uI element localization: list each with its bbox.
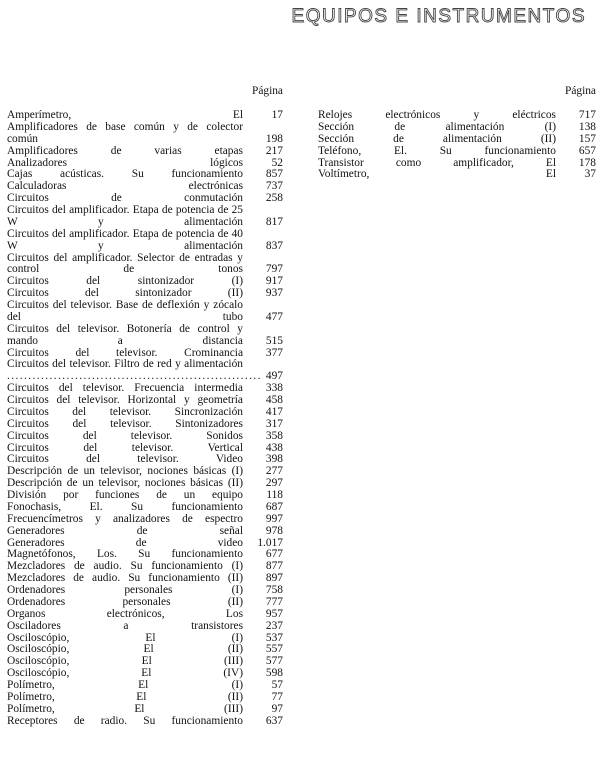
page-column-heading: Página: [564, 85, 596, 97]
entry-title: Relojes electrónicos y eléctricos .....: [318, 110, 596, 122]
index-entry: [7, 716, 283, 728]
entry-title: Frecuencímetros y analizadores de espectro .....: [7, 514, 283, 526]
index-entry: [7, 597, 283, 609]
entry-title: Sección de alimentación (II) .....: [318, 134, 596, 146]
entry-page-number: 277: [262, 466, 283, 478]
entry-page-number: 737: [262, 181, 283, 193]
entry-page-number: 758: [262, 585, 283, 597]
index-entry: [7, 668, 283, 680]
index-entry: [318, 110, 596, 122]
entry-page-number: 157: [575, 134, 596, 146]
entry-title: Calculadoras electrónicas .....: [7, 181, 283, 193]
index-entry: [7, 609, 283, 621]
entry-page-number: 377: [262, 348, 283, 360]
entry-page-number: 178: [575, 158, 596, 170]
entry-page-number: 817: [262, 217, 283, 229]
entry-title: Mezcladores de audio. Su funcionamiento (II) .....: [7, 573, 283, 585]
entry-title: Transistor como amplificador, El .....: [318, 158, 596, 170]
index-entry: [7, 158, 283, 170]
entry-page-number: 657: [575, 146, 596, 158]
entry-page-number: 797: [262, 264, 283, 276]
entry-page-number: 937: [262, 288, 283, 300]
entry-page-number: 297: [262, 478, 283, 490]
entry-page-number: 398: [262, 454, 283, 466]
index-entry: [7, 478, 283, 490]
index-entry: [7, 454, 283, 466]
entry-title: Generadores de video .....: [7, 538, 283, 550]
entry-page-number: 417: [262, 407, 283, 419]
index-entry: [7, 644, 283, 656]
index-column-left: [7, 84, 283, 728]
index-entry: [7, 300, 283, 324]
entry-title: Circuitos del televisor. Sintonizadores .....: [7, 419, 283, 431]
entry-title: Amplificadores de base común y de colector común .....: [7, 122, 283, 146]
entry-page-number: 957: [262, 609, 283, 621]
index-entry: [7, 122, 283, 146]
entry-page-number: 118: [262, 490, 283, 502]
entry-title: Osciloscópio, El (IV) .....: [7, 668, 283, 680]
entry-title: Circuitos del televisor. Video .....: [7, 454, 283, 466]
entry-page-number: 598: [262, 668, 283, 680]
index-entry: [7, 324, 283, 348]
index-entry: [7, 466, 283, 478]
entry-page-number: 138: [575, 122, 596, 134]
entry-title: Osciloscópio, El (III) .....: [7, 656, 283, 668]
entry-title: Circuitos del televisor. Base de deflexión y zócalo del tubo .....: [7, 300, 283, 324]
page-column-heading: Página: [251, 85, 283, 97]
entry-page-number: 1.017: [253, 538, 283, 550]
entry-page-number: 198: [262, 134, 283, 146]
entry-page-number: 477: [262, 312, 283, 324]
index-entry: [7, 181, 283, 193]
entry-page-number: 777: [262, 597, 283, 609]
index-entry: [7, 443, 283, 455]
entry-title: Osciladores a transistores .....: [7, 621, 283, 633]
entry-title: Circuitos de conmutación .....: [7, 193, 283, 205]
entry-page-number: 917: [262, 276, 283, 288]
entry-page-number: 217: [262, 146, 283, 158]
section-title: EQUIPOS E INSTRUMENTOS: [291, 6, 586, 27]
entry-title: Circuitos del televisor. Filtro de red y alimentación .....: [7, 359, 283, 382]
entry-title: Polímetro, El (II) .....: [7, 692, 283, 704]
index-entry: [7, 704, 283, 716]
entry-page-number: 17: [268, 110, 283, 122]
entry-page-number: 37: [581, 169, 596, 181]
entry-page-number: 997: [262, 514, 283, 526]
entry-title: Circuitos del televisor. Frecuencia intermedia .....: [7, 383, 283, 395]
entry-title: Circuitos del televisor. Sincronización .....: [7, 407, 283, 419]
entry-title: Amperímetro, El .....: [7, 110, 283, 122]
entry-page-number: 978: [262, 526, 283, 538]
index-list: [318, 110, 596, 181]
index-entry: [7, 169, 283, 181]
entry-title: Circuitos del sintonizador (II) .....: [7, 288, 283, 300]
entry-page-number: 677: [262, 549, 283, 561]
entry-title: Circuitos del televisor. Vertical .....: [7, 443, 283, 455]
entry-title: Amplificadores de varias etapas .....: [7, 146, 283, 158]
entry-page-number: 877: [262, 561, 283, 573]
entry-title: Osciloscópio, El (I) .....: [7, 633, 283, 645]
index-entry: [7, 633, 283, 645]
index-entry: [7, 407, 283, 419]
index-entry: [7, 253, 283, 277]
index-entry: [7, 514, 283, 526]
entry-page-number: 438: [262, 443, 283, 455]
entry-page-number: 537: [262, 633, 283, 645]
index-entry: [7, 621, 283, 633]
index-entry: [7, 692, 283, 704]
entry-title: Teléfono, El. Su funcionamiento .....: [318, 146, 596, 158]
entry-page-number: 237: [262, 621, 283, 633]
entry-page-number: 717: [575, 110, 596, 122]
entry-title: Polímetro, El (III) .....: [7, 704, 283, 716]
index-entry: [7, 538, 283, 550]
index-entry: [7, 490, 283, 502]
entry-title: Mezcladores de audio. Su funcionamiento (I) .....: [7, 561, 283, 573]
entry-title: Circuitos del televisor. Horizontal y geometría .....: [7, 395, 283, 407]
entry-title: Generadores de señal .....: [7, 526, 283, 538]
entry-page-number: 52: [268, 158, 283, 170]
index-entry: [7, 146, 283, 158]
index-entry: [7, 288, 283, 300]
entry-title: Ordenadores personales (II) .....: [7, 597, 283, 609]
entry-title: Osciloscópio, El (II) .....: [7, 644, 283, 656]
entry-title: Polímetro, El (I) .....: [7, 680, 283, 692]
entry-page-number: 837: [262, 241, 283, 253]
index-entry: [7, 526, 283, 538]
index-entry: [7, 431, 283, 443]
index-entry: [7, 549, 283, 561]
entry-page-number: 358: [262, 431, 283, 443]
entry-title: Circuitos del televisor. Crominancia .....: [7, 348, 283, 360]
entry-title: Circuitos del amplificador. Etapa de potencia de 25 W y alimentación .....: [7, 205, 283, 229]
index-entry: [318, 158, 596, 170]
index-entry: [7, 110, 283, 122]
index-entry: [7, 561, 283, 573]
index-entry: [7, 205, 283, 229]
entry-page-number: 515: [262, 336, 283, 348]
index-entry: [7, 656, 283, 668]
entry-title: Magnetófonos, Los. Su funcionamiento .....: [7, 549, 283, 561]
index-entry: [7, 573, 283, 585]
index-list: [7, 110, 283, 728]
entry-page-number: 897: [262, 573, 283, 585]
entry-page-number: 338: [262, 383, 283, 395]
entry-page-number: 258: [262, 193, 283, 205]
index-entry: [7, 502, 283, 514]
entry-page-number: 77: [268, 692, 283, 704]
entry-title: Circuitos del amplificador. Etapa de potencia de 40 W y alimentación .....: [7, 229, 283, 253]
entry-page-number: 458: [262, 395, 283, 407]
index-entry: [318, 134, 596, 146]
entry-page-number: 557: [262, 644, 283, 656]
entry-page-number: 637: [262, 716, 283, 728]
entry-title: Organos electrónicos, Los .....: [7, 609, 283, 621]
index-entry: [7, 229, 283, 253]
entry-title: Descripción de un televisor, nociones básicas (II) .....: [7, 478, 283, 490]
index-entry: [7, 680, 283, 692]
entry-page-number: 497: [262, 371, 283, 383]
entry-title: Descripción de un televisor, nociones básicas (I) .....: [7, 466, 283, 478]
entry-title: Receptores de radio. Su funcionamiento .....: [7, 716, 283, 728]
index-entry: [7, 348, 283, 360]
entry-title: Ordenadores personales (I) .....: [7, 585, 283, 597]
index-entry: [318, 169, 596, 181]
entry-title: Sección de alimentación (I) .....: [318, 122, 596, 134]
index-entry: [318, 146, 596, 158]
entry-page-number: 97: [268, 704, 283, 716]
index-column-right: [318, 84, 596, 181]
entry-title: Analizadores lógicos .....: [7, 158, 283, 170]
index-entry: [7, 359, 283, 383]
entry-page-number: 317: [262, 419, 283, 431]
entry-title: Circuitos del televisor. Sonidos .....: [7, 431, 283, 443]
entry-title: Circuitos del televisor. Botonería de control y mando a distancia .....: [7, 324, 283, 348]
entry-title: Circuitos del sintonizador (I) .....: [7, 276, 283, 288]
entry-page-number: 57: [268, 680, 283, 692]
entry-page-number: 687: [262, 502, 283, 514]
index-entry: [7, 383, 283, 395]
entry-title: Voltímetro, El .....: [318, 169, 596, 181]
index-entry: [7, 276, 283, 288]
index-entry: [7, 193, 283, 205]
index-entry: [7, 395, 283, 407]
index-entry: [7, 585, 283, 597]
index-entry: [318, 122, 596, 134]
entry-title: Fonochasis, El. Su funcionamiento .....: [7, 502, 283, 514]
entry-page-number: 577: [262, 656, 283, 668]
entry-title: Cajas acústicas. Su funcionamiento .....: [7, 169, 283, 181]
entry-page-number: 857: [262, 169, 283, 181]
entry-title: Circuitos del amplificador. Selector de entradas y control de tonos .....: [7, 253, 283, 277]
entry-title: División por funciones de un equipo .....: [7, 490, 283, 502]
index-entry: [7, 419, 283, 431]
